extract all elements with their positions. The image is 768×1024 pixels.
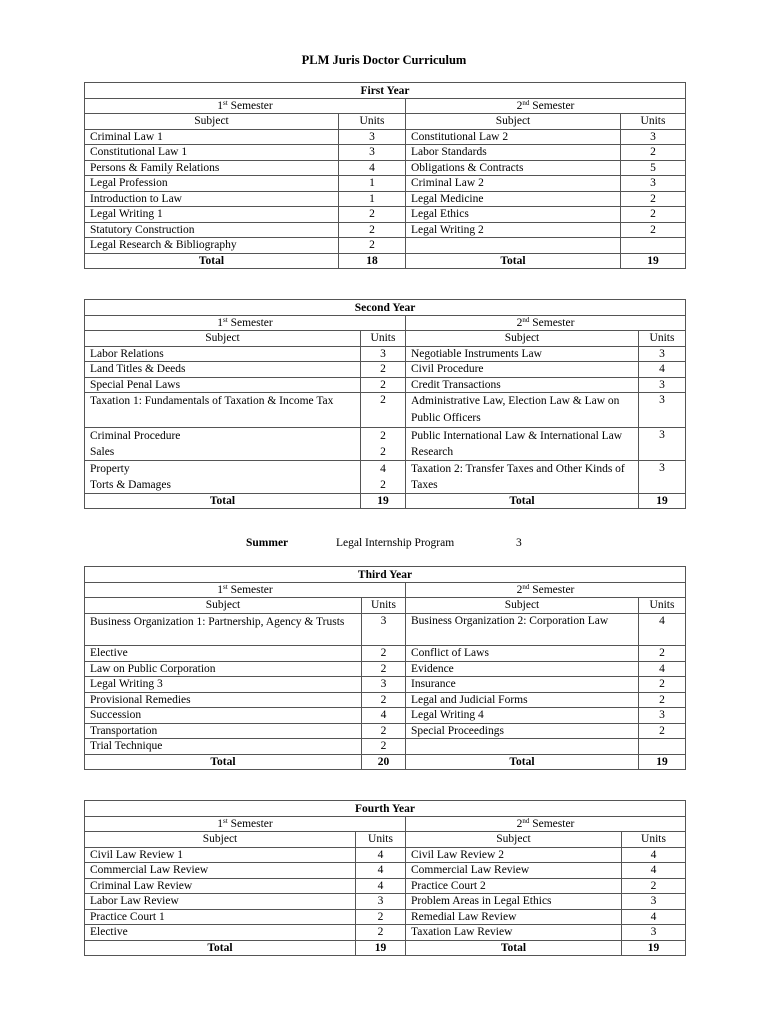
total-label: Total [406, 941, 622, 956]
units-cell: 2 [621, 145, 686, 161]
subject-cell: Legal Medicine [406, 192, 621, 207]
table-row [85, 207, 686, 223]
units-cell: 2 [361, 378, 406, 393]
units-cell: 3 [639, 428, 686, 461]
subject-cell: Evidence [406, 662, 639, 677]
subject-cell: Civil Law Review 1 [85, 848, 356, 863]
subject-cell: Legal Profession [85, 176, 339, 192]
table-row [85, 223, 686, 238]
subject-header: Subject [406, 832, 622, 848]
subject-cell: Legal Ethics [406, 207, 621, 223]
units-cell: 3 [639, 393, 686, 428]
subject-cell [406, 238, 621, 254]
subject-cell: Practice Court 1 [85, 910, 356, 925]
subject-cell: Civil Law Review 2 [406, 848, 622, 863]
second-semester-header: 2nd Semester [406, 583, 686, 598]
subject-cell: Problem Areas in Legal Ethics [406, 894, 622, 910]
total-row [85, 941, 686, 956]
subject-cell: Labor Relations [85, 347, 361, 362]
second-semester-header: 2nd Semester [406, 99, 686, 114]
subject-cell: Legal Writing 2 [406, 223, 621, 238]
total-label: Total [85, 941, 356, 956]
units-cell: 2 [621, 223, 686, 238]
subject-cell: Practice Court 2 [406, 879, 622, 894]
subject-header: Subject [85, 114, 339, 130]
subject-cell: Credit Transactions [406, 378, 639, 393]
units-cell: 1 [339, 192, 406, 207]
units-cell: 3 [639, 708, 686, 724]
subject-cell: Persons & Family Relations [85, 161, 339, 176]
total-label: Total [406, 254, 621, 269]
table-row [85, 848, 686, 863]
units-cell: 3 [621, 176, 686, 192]
units-cell: 4 2 [361, 461, 406, 494]
subject-header: Subject [406, 331, 639, 347]
total-units: 19 [621, 254, 686, 269]
units-cell: 2 [621, 192, 686, 207]
units-cell: 5 [621, 161, 686, 176]
subject-cell: Business Organization 1: Partnership, Agency & Trusts [85, 614, 362, 646]
second-year-table [84, 299, 686, 509]
total-units: 19 [639, 494, 686, 509]
subject-cell: Business Organization 2: Corporation Law [406, 614, 639, 646]
subject-cell: Land Titles & Deeds [85, 362, 361, 378]
subject-cell: Constitutional Law 2 [406, 130, 621, 145]
subject-cell: Commercial Law Review [406, 863, 622, 879]
subject-cell: Public International Law & International Law Research [406, 428, 639, 461]
units-cell: 4 [362, 708, 406, 724]
total-label: Total [85, 494, 361, 509]
total-label: Total [85, 755, 362, 770]
first-semester-header: 1st Semester [85, 583, 406, 598]
units-cell: 3 [362, 614, 406, 646]
subject-cell: Legal Writing 1 [85, 207, 339, 223]
first-semester-header: 1st Semester [85, 99, 406, 114]
subject-cell: Labor Standards [406, 145, 621, 161]
units-cell: 3 [339, 130, 406, 145]
subject-cell: Special Penal Laws [85, 378, 361, 393]
subject-cell: Provisional Remedies [85, 693, 362, 708]
units-header: Units [361, 331, 406, 347]
table-row [85, 461, 686, 494]
units-cell: 4 [622, 863, 686, 879]
total-units: 18 [339, 254, 406, 269]
total-units: 19 [361, 494, 406, 509]
subject-cell: Legal and Judicial Forms [406, 693, 639, 708]
units-cell: 2 [362, 646, 406, 662]
subject-cell: Introduction to Law [85, 192, 339, 207]
table-row [85, 145, 686, 161]
subject-cell: Property Torts & Damages [85, 461, 361, 494]
units-cell: 2 [639, 646, 686, 662]
table-row [85, 176, 686, 192]
units-cell: 3 [639, 347, 686, 362]
table-row [85, 378, 686, 393]
table-row [85, 130, 686, 145]
subject-cell: Succession [85, 708, 362, 724]
table-row [85, 910, 686, 925]
subject-cell: Obligations & Contracts [406, 161, 621, 176]
subject-cell: Legal Research & Bibliography [85, 238, 339, 254]
units-cell: 2 [621, 207, 686, 223]
subject-header: Subject [85, 331, 361, 347]
subject-cell: Transportation [85, 724, 362, 739]
total-label: Total [406, 494, 639, 509]
subject-cell: Administrative Law, Election Law & Law on Public Officers [406, 393, 639, 428]
first-semester-header: 1st Semester [85, 817, 406, 832]
summer-label: Summer [246, 537, 289, 549]
total-label: Total [85, 254, 339, 269]
subject-header: Subject [85, 832, 356, 848]
subject-cell: Insurance [406, 677, 639, 693]
table-row [85, 693, 686, 708]
subject-cell: Criminal Law 1 [85, 130, 339, 145]
table-row [85, 863, 686, 879]
table-row [85, 708, 686, 724]
subject-cell: Taxation Law Review [406, 925, 622, 941]
year-title: Third Year [85, 567, 686, 583]
units-header: Units [622, 832, 686, 848]
units-cell: 3 [361, 347, 406, 362]
subject-header: Subject [406, 114, 621, 130]
total-units: 19 [622, 941, 686, 956]
subject-cell: Legal Writing 4 [406, 708, 639, 724]
subject-cell: Elective [85, 925, 356, 941]
year-title: Fourth Year [85, 801, 686, 817]
subject-cell: Taxation 2: Transfer Taxes and Other Kinds of Taxes [406, 461, 639, 494]
subject-cell [406, 739, 639, 755]
units-cell: 3 [339, 145, 406, 161]
units-cell: 2 [622, 879, 686, 894]
table-row [85, 739, 686, 755]
subject-cell: Criminal Law Review [85, 879, 356, 894]
document-title: PLM Juris Doctor Curriculum [301, 53, 467, 67]
units-header: Units [362, 598, 406, 614]
table-row [85, 677, 686, 693]
units-cell: 2 [362, 662, 406, 677]
units-cell: 2 [361, 362, 406, 378]
total-row [85, 254, 686, 269]
summer-program: Legal Internship Program [336, 537, 455, 549]
first-year-table [84, 82, 686, 269]
units-cell: 2 [339, 207, 406, 223]
table-row [85, 614, 686, 646]
units-cell: 2 [639, 677, 686, 693]
units-cell: 4 [356, 863, 406, 879]
subject-cell: Taxation 1: Fundamentals of Taxation & Income Tax [85, 393, 361, 428]
units-cell: 2 [362, 724, 406, 739]
table-row [85, 894, 686, 910]
total-units: 19 [639, 755, 686, 770]
subject-cell: Special Proceedings [406, 724, 639, 739]
subject-cell: Negotiable Instruments Law [406, 347, 639, 362]
table-row [85, 362, 686, 378]
units-header: Units [356, 832, 406, 848]
units-cell: 2 [339, 238, 406, 254]
summer-units: 3 [516, 537, 522, 549]
first-semester-header: 1st Semester [85, 316, 406, 331]
total-units: 19 [356, 941, 406, 956]
units-cell: 4 [339, 161, 406, 176]
table-row [85, 192, 686, 207]
subject-cell: Labor Law Review [85, 894, 356, 910]
subject-cell: Criminal Law 2 [406, 176, 621, 192]
units-cell: 3 [621, 130, 686, 145]
subject-cell: Remedial Law Review [406, 910, 622, 925]
units-cell: 3 [622, 894, 686, 910]
fourth-year-table [84, 800, 686, 956]
table-row [85, 646, 686, 662]
subject-cell: Statutory Construction [85, 223, 339, 238]
subject-cell: Commercial Law Review [85, 863, 356, 879]
units-cell: 4 [356, 848, 406, 863]
total-row [85, 755, 686, 770]
units-header: Units [639, 598, 686, 614]
table-row [85, 393, 686, 428]
units-cell: 3 [622, 925, 686, 941]
subject-header: Subject [85, 598, 362, 614]
units-cell: 3 [356, 894, 406, 910]
subject-cell: Civil Procedure [406, 362, 639, 378]
units-cell: 2 [639, 693, 686, 708]
units-cell: 4 [622, 848, 686, 863]
units-cell: 4 [639, 614, 686, 646]
total-label: Total [406, 755, 639, 770]
subject-cell: Law on Public Corporation [85, 662, 362, 677]
units-cell: 2 [362, 739, 406, 755]
subject-cell: Conflict of Laws [406, 646, 639, 662]
total-row [85, 494, 686, 509]
table-row [85, 662, 686, 677]
units-header: Units [621, 114, 686, 130]
table-row [85, 238, 686, 254]
units-cell: 2 [639, 724, 686, 739]
units-cell: 3 [362, 677, 406, 693]
table-row [85, 879, 686, 894]
units-header: Units [639, 331, 686, 347]
units-cell: 2 [362, 693, 406, 708]
units-cell: 1 [339, 176, 406, 192]
units-cell: 3 [639, 378, 686, 393]
table-row [85, 925, 686, 941]
table-row [85, 347, 686, 362]
second-semester-header: 2nd Semester [406, 817, 686, 832]
units-cell: 2 [361, 393, 406, 428]
subject-cell: Trial Technique [85, 739, 362, 755]
third-year-table [84, 566, 686, 770]
subject-cell: Legal Writing 3 [85, 677, 362, 693]
year-title: First Year [85, 83, 686, 99]
units-cell: 4 [639, 662, 686, 677]
table-row [85, 428, 686, 461]
table-row [85, 161, 686, 176]
units-cell: 4 [622, 910, 686, 925]
second-semester-header: 2nd Semester [406, 316, 686, 331]
subject-header: Subject [406, 598, 639, 614]
year-title: Second Year [85, 300, 686, 316]
units-cell: 4 [356, 879, 406, 894]
units-cell: 4 [639, 362, 686, 378]
units-cell [639, 739, 686, 755]
units-cell: 2 [339, 223, 406, 238]
subject-cell: Elective [85, 646, 362, 662]
units-cell: 2 [356, 925, 406, 941]
table-row [85, 724, 686, 739]
subject-cell: Constitutional Law 1 [85, 145, 339, 161]
units-cell: 3 [639, 461, 686, 494]
total-units: 20 [362, 755, 406, 770]
units-cell [621, 238, 686, 254]
units-cell: 2 2 [361, 428, 406, 461]
units-header: Units [339, 114, 406, 130]
units-cell: 2 [356, 910, 406, 925]
subject-cell: Criminal Procedure Sales [85, 428, 361, 461]
